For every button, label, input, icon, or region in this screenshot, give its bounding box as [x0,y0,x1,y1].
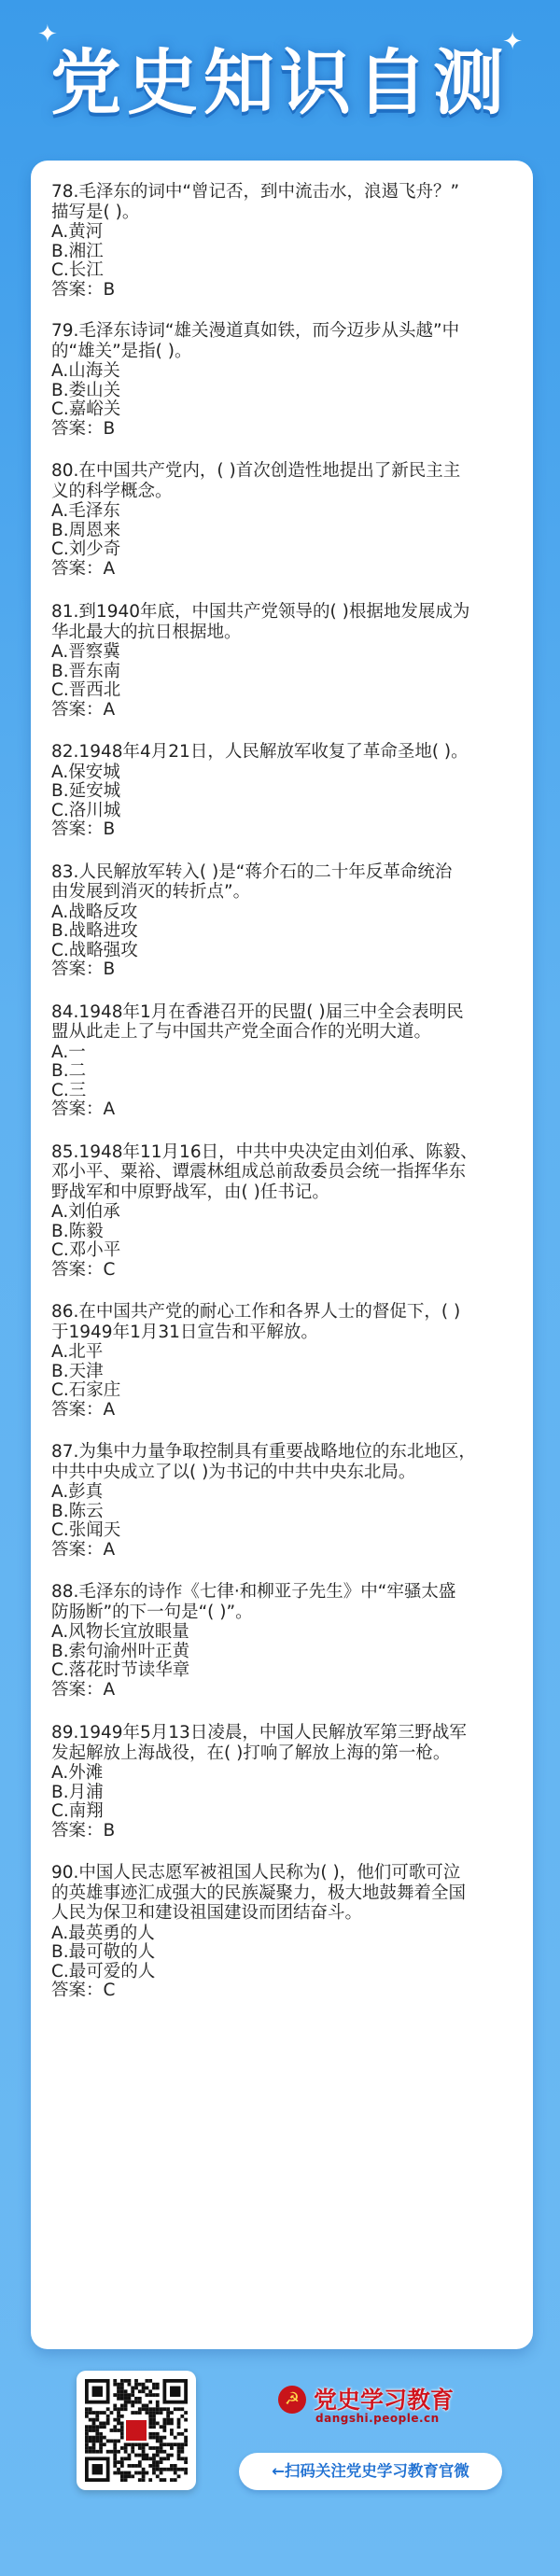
question-stem: 人民为保卫和建设祖国建设而团结奋斗。 [51,1903,363,1923]
question-stem: 野战军和中原野战军，由( )任书记。 [51,1182,329,1202]
question-stem: 华北最大的抗日根据地。 [51,622,242,642]
question-stem: 89.1949年5月13日凌晨，中国人民解放军第三野战军 [51,1723,467,1743]
answer-option: A.最英勇的人 [51,1923,155,1943]
answer-option: C.长江 [51,260,104,280]
question-stem: 80.在中国共产党内，( )首次创造性地提出了新民主主 [51,461,461,481]
answer-option: A.刘伯承 [51,1202,120,1222]
answer-key: 答案：A [51,699,116,720]
answer-option: B.月浦 [51,1782,104,1802]
answer-key: 答案：B [51,418,116,439]
answer-option: B.二 [51,1061,87,1081]
answer-option: B.最可敬的人 [51,1942,156,1962]
answer-key: 答案：C [51,1981,116,2000]
question-item [51,743,512,840]
answer-key: 答案：B [51,819,116,839]
question-item [51,1143,512,1281]
question-stem: 81.到1940年底，中国共产党领导的( )根据地发展成为 [51,602,470,622]
question-stem: 的英雄事迹汇成强大的民族凝聚力，极大地鼓舞着全国 [51,1883,467,1903]
brand-name: 党史学习教育 [314,2387,455,2414]
question-stem: 盟从此走上了与中国共产党全面合作的光明大道。 [51,1022,432,1042]
answer-key: 答案：B [51,1820,116,1841]
answer-option: C.嘉峪关 [51,399,121,419]
question-stem: 82.1948年4月21日，人民解放军收复了革命圣地( )。 [51,742,469,762]
answer-option: A.彭真 [51,1482,104,1502]
question-stem: 于1949年1月31日宣告和平解放。 [51,1322,318,1342]
page-title: 党史知识自测 [50,41,510,124]
answer-option: A.风物长宜放眼量 [51,1622,189,1642]
question-item [51,1864,512,2001]
answer-key: 答案：A [51,558,116,579]
question-item [51,603,512,720]
question-stem: 由发展到消灭的转折点”。 [51,882,251,902]
qr-code[interactable] [77,2371,196,2490]
question-stem: 描写是( )。 [51,202,140,222]
answer-option: A.一 [51,1042,86,1062]
answer-option: A.战略反攻 [51,902,138,922]
question-item [51,1443,512,1560]
answer-option: B.延安城 [51,781,121,801]
answer-option: C.石家庄 [51,1380,121,1400]
question-stem: 84.1948年1月在香港召开的民盟( )届三中全会表明民 [51,1001,464,1022]
answer-option: A.晋察冀 [51,642,120,662]
sparkle-icon: ✦ [502,28,523,56]
sparkle-icon: ✦ [37,21,58,49]
party-emblem-icon: ☭ [278,2386,306,2414]
question-item [51,1724,512,1841]
brand-logo [278,2382,502,2425]
answer-option: C.三 [51,1080,87,1100]
question-item [51,322,512,439]
answer-option: B.湘江 [51,241,104,261]
question-stem: 88.毛泽东的诗作《七律·和柳亚子先生》中“牢骚太盛 [51,1582,456,1602]
question-item [51,1583,512,1700]
answer-key: 答案：A [51,1539,116,1560]
question-stem: 83.人民解放军转入( )是“蒋介石的二十年反革命统治 [51,861,453,882]
question-stem: 义的科学概念。 [51,481,173,501]
answer-option: A.毛泽东 [51,501,120,521]
answer-option: B.娄山关 [51,380,121,400]
answer-option: B.陈毅 [51,1221,104,1241]
footer [0,2361,560,2576]
question-stem: 90.中国人民志愿军被祖国人民称为( )，他们可歌可泣 [51,1863,461,1883]
answer-option: B.战略进攻 [51,921,138,941]
answer-option: C.洛川城 [51,800,121,820]
follow-account-button[interactable]: ←扫码关注党史学习教育官微 [239,2453,502,2490]
answer-option: C.晋西北 [51,680,121,700]
question-stem: 78.毛泽东的词中“曾记否，到中流击水，浪遏飞舟？” [51,182,460,202]
answer-option: A.山海关 [51,361,120,381]
qr-code-graphic [85,2379,188,2482]
question-stem: 85.1948年11月16日，中共中央决定由刘伯承、陈毅、 [51,1141,478,1162]
question-stem: 中共中央成立了以( )为书记的中共中央东北局。 [51,1462,416,1482]
answer-key: 答案：C [51,1259,116,1280]
answer-option: B.周恩来 [51,520,121,540]
question-stem: 防肠断”的下一句是“( )”。 [51,1602,253,1622]
question-item [51,1303,512,1420]
question-stem: 79.毛泽东诗词“雄关漫道真如铁，而今迈步从头越”中 [51,321,460,341]
answer-option: C.张闻天 [51,1520,121,1540]
answer-option: B.天津 [51,1361,104,1381]
brand-domain: dangshi.people.cn [315,2412,440,2425]
answer-key: 答案：A [51,1099,116,1119]
question-stem: 的“雄关”是指( )。 [51,341,192,361]
answer-option: A.保安城 [51,762,120,782]
question-stem: 87.为集中力量争取控制具有重要战略地位的东北地区， [51,1442,476,1462]
answer-option: A.黄河 [51,222,104,242]
answer-key: 答案：A [51,1399,116,1420]
answer-option: C.最可爱的人 [51,1961,156,1981]
question-item [51,462,512,579]
question-stem: 邓小平、粟裕、谭震林组成总前敌委员会统一指挥华东 [51,1162,467,1182]
answer-option: B.索句渝州叶正黄 [51,1641,190,1661]
answer-key: 答案：B [51,279,116,300]
answer-option: B.陈云 [51,1501,104,1521]
answer-option: A.外滩 [51,1763,104,1783]
answer-option: C.南翔 [51,1801,104,1821]
answer-key: 答案：A [51,1679,116,1700]
answer-option: A.北平 [51,1342,104,1362]
answer-option: C.邓小平 [51,1240,121,1260]
question-item [51,183,512,300]
answer-option: C.刘少奇 [51,539,121,559]
question-item [51,863,512,980]
question-stem: 发起解放上海战役，在( )打响了解放上海的第一枪。 [51,1743,451,1763]
answer-option: B.晋东南 [51,661,121,681]
answer-key: 答案：B [51,959,116,979]
quiz-card [31,161,533,2349]
header-banner [0,0,560,159]
answer-option: C.战略强攻 [51,940,138,960]
question-item [51,1003,512,1120]
question-stem: 86.在中国共产党的耐心工作和各界人士的督促下，( ) [51,1302,461,1322]
answer-option: C.落花时节读华章 [51,1660,190,1680]
